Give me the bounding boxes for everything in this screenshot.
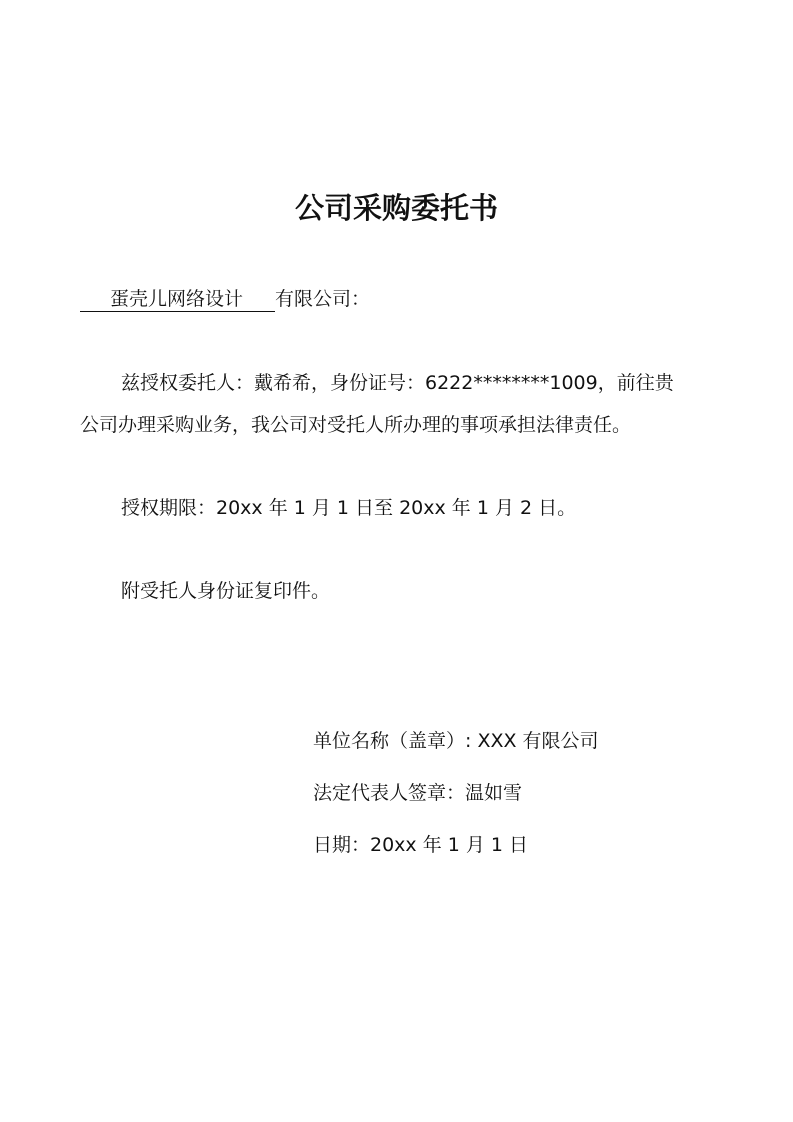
addressee-company-name: 蛋壳儿网络设计 [80, 287, 275, 312]
signature-legal-representative: 法定代表人签章：温如雪 [313, 782, 523, 804]
attachment-note: 附受托人身份证复印件。 [121, 580, 331, 602]
addressee-suffix: 有限公司： [275, 288, 371, 310]
document-title: 公司采购委托书 [294, 191, 498, 225]
signature-unit-name: 单位名称（盖章）: XXX 有限公司 [313, 730, 599, 752]
addressee-line [80, 286, 370, 312]
authorization-paragraph-line-1: 兹授权委托人：戴希希，身份证号：6222********1009，前往贵 [121, 372, 674, 394]
authorization-period: 授权期限：20xx 年 1 月 1 日至 20xx 年 1 月 2 日。 [121, 497, 577, 519]
authorization-paragraph-line-2: 公司办理采购业务，我公司对受托人所办理的事项承担法律责任。 [80, 414, 632, 436]
signature-date: 日期：20xx 年 1 月 1 日 [313, 834, 529, 856]
